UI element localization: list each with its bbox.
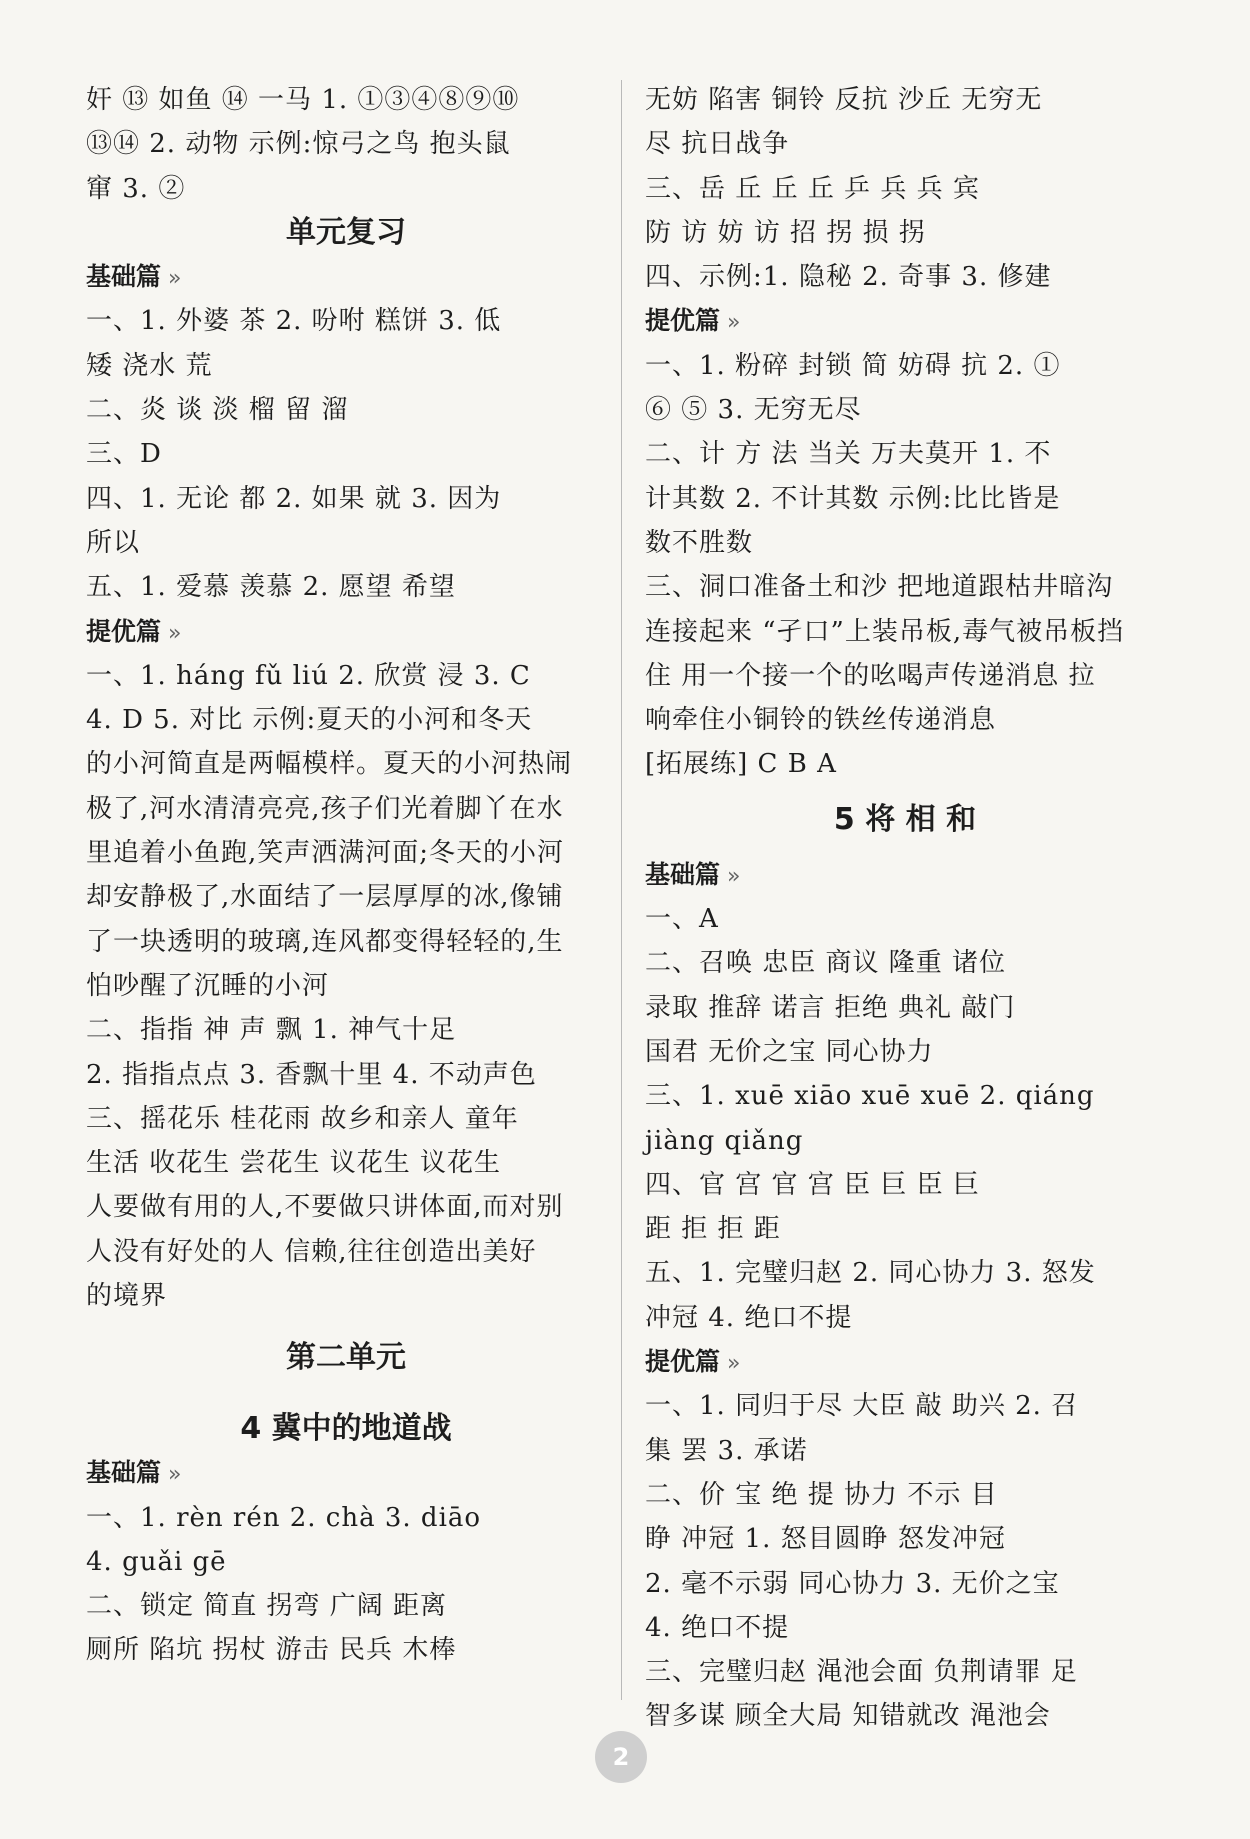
answer-line: 一、1. 粉碎 封锁 简 妨碍 抗 2. ① [645, 350, 1061, 381]
answer-line: 五、1. 完璧归赵 2. 同心协力 3. 怒发 [645, 1258, 1096, 1289]
answer-line: 三、岳 丘 丘 丘 乒 兵 兵 宾 [645, 173, 980, 204]
answer-line: 计其数 2. 不计其数 示例:比比皆是 [645, 483, 1061, 514]
answer-line: 五、1. 爱慕 羡慕 2. 愿望 希望 [86, 572, 456, 603]
answer-line: 无妨 陷害 铜铃 反抗 沙丘 无穷无 [645, 85, 1043, 115]
answer-line: 二、炎 谈 淡 榴 留 溜 [86, 395, 349, 426]
answer-line: 所以 [86, 527, 141, 558]
answer-line: ⑥ ⑤ 3. 无穷无尽 [645, 395, 862, 426]
lesson-title: 4 冀中的地道战 [240, 1410, 452, 1446]
answer-line: 的境界 [86, 1281, 168, 1312]
answer-line: 住 用一个接一个的吆喝声传递消息 拉 [645, 660, 1096, 691]
right-column [645, 78, 1165, 1739]
answer-line: 4. guǎi gē [86, 1546, 227, 1577]
answer-line: 一、1. háng fǔ liú 2. 欣赏 浸 3. C [86, 660, 531, 691]
answer-line: 2. 毫不示弱 同心协力 3. 无价之宝 [645, 1568, 1060, 1599]
answer-line: 生活 收花生 尝花生 议花生 议花生 [86, 1148, 502, 1179]
answer-line: 一、1. 同归于尽 大臣 敲 助兴 2. 召 [645, 1391, 1079, 1422]
answer-line: 人要做有用的人,不要做只讲体面,而对别 [86, 1192, 564, 1223]
answer-line: 数不胜数 [645, 527, 754, 558]
answer-line: 一、1. rèn rén 2. chà 3. diāo [86, 1502, 482, 1533]
answer-line: 4. D 5. 对比 示例:夏天的小河和冬天 [86, 705, 533, 736]
answer-line: 防 访 妨 访 招 拐 损 拐 [645, 217, 926, 248]
answer-line: 距 拒 拒 距 [645, 1214, 781, 1245]
answer-line: 却安静极了,水面结了一层厚厚的冰,像铺 [86, 882, 564, 913]
section-heading: 基础篇 » [645, 853, 1165, 897]
answer-line: 里追着小鱼跑,笑声洒满河面;冬天的小河 [86, 838, 565, 869]
section-heading: 提优篇 » [645, 1340, 1165, 1384]
answer-line: 智多谋 顾全大局 知错就改 渑池会 [645, 1701, 1051, 1732]
answer-line: 奸 ⑬ 如鱼 ⑭ 一马 1. ①③④⑧⑨⑩ [86, 85, 520, 115]
answer-line: 三、摇花乐 桂花雨 故乡和亲人 童年 [86, 1103, 519, 1134]
answer-line: 集 罢 3. 承诺 [645, 1435, 808, 1466]
answer-line: 怕吵醒了沉睡的小河 [86, 970, 330, 1001]
answer-line: 二、指指 神 声 飘 1. 神气十足 [86, 1015, 457, 1046]
answer-line: 了一块透明的玻璃,连风都变得轻轻的,生 [86, 926, 564, 957]
answer-line: 四、1. 无论 都 2. 如果 就 3. 因为 [86, 483, 502, 514]
answer-line: 响牵住小铜铃的铁丝传递消息 [645, 705, 997, 736]
section-heading: 基础篇 » [86, 255, 606, 299]
section-heading: 提优篇 » [86, 610, 606, 654]
answer-line: ⑬⑭ 2. 动物 示例:惊弓之鸟 抱头鼠 [86, 129, 511, 160]
answer-line: 四、官 宫 官 宫 臣 巨 臣 巨 [645, 1169, 980, 1200]
section-heading: 提优篇 » [645, 299, 1165, 343]
answer-line: 极了,河水清清亮亮,孩子们光着脚丫在水 [86, 793, 564, 824]
answer-line: 冲冠 4. 绝口不提 [645, 1302, 853, 1333]
answer-line: 人没有好处的人 信赖,往往创造出美好 [86, 1236, 537, 1267]
answer-line: 四、示例:1. 隐秘 2. 奇事 3. 修建 [645, 262, 1052, 293]
answer-line: 三、洞口准备土和沙 把地道跟枯井暗沟 [645, 572, 1114, 603]
answer-line: 睁 冲冠 1. 怒目圆睁 怒发冲冠 [645, 1524, 1006, 1555]
page-number: 2 [595, 1731, 647, 1783]
answer-line: 二、锁定 简直 拐弯 广阔 距离 [86, 1591, 448, 1622]
answer-line: 二、计 方 法 当关 万夫莫开 1. 不 [645, 439, 1052, 470]
unit-title: 第二单元 [286, 1340, 406, 1376]
answer-line: 的小河简直是两幅模样。夏天的小河热闹 [86, 749, 573, 780]
answer-line: 三、完璧归赵 渑池会面 负荆请罪 足 [645, 1657, 1078, 1688]
answer-line: 二、召唤 忠臣 商议 隆重 诸位 [645, 948, 1007, 979]
answer-line: jiàng qiǎng [645, 1125, 804, 1156]
answer-line: 矮 浇水 荒 [86, 350, 213, 381]
section-heading: 基础篇 » [86, 1451, 606, 1495]
left-column [86, 78, 606, 1673]
lesson-title: 单元复习 [286, 214, 406, 250]
answer-line: 三、1. xuē xiāo xuē xuē 2. qiáng [645, 1081, 1095, 1112]
lesson-title: 5 将 相 和 [833, 801, 977, 837]
answer-line: 窜 3. ② [86, 173, 186, 204]
answer-line: [拓展练] C B A [645, 749, 837, 780]
answer-line: 录取 推辞 诺言 拒绝 典礼 敲门 [645, 992, 1016, 1023]
answer-line: 连接起来 “孑口”上装吊板,毒气被吊板挡 [645, 616, 1125, 647]
answer-line: 尽 抗日战争 [645, 129, 790, 160]
answer-line: 4. 绝口不提 [645, 1612, 790, 1643]
answer-line: 厕所 陷坑 拐杖 游击 民兵 木棒 [86, 1635, 457, 1666]
answer-line: 一、A [645, 904, 719, 935]
answer-line: 国君 无价之宝 同心协力 [645, 1036, 934, 1067]
answer-line: 一、1. 外婆 茶 2. 吩咐 糕饼 3. 低 [86, 306, 502, 337]
column-divider [621, 80, 622, 1700]
answer-line: 2. 指指点点 3. 香飘十里 4. 不动声色 [86, 1059, 537, 1090]
answer-line: 二、价 宝 绝 提 协力 不示 目 [645, 1479, 998, 1510]
answer-line: 三、D [86, 439, 162, 470]
